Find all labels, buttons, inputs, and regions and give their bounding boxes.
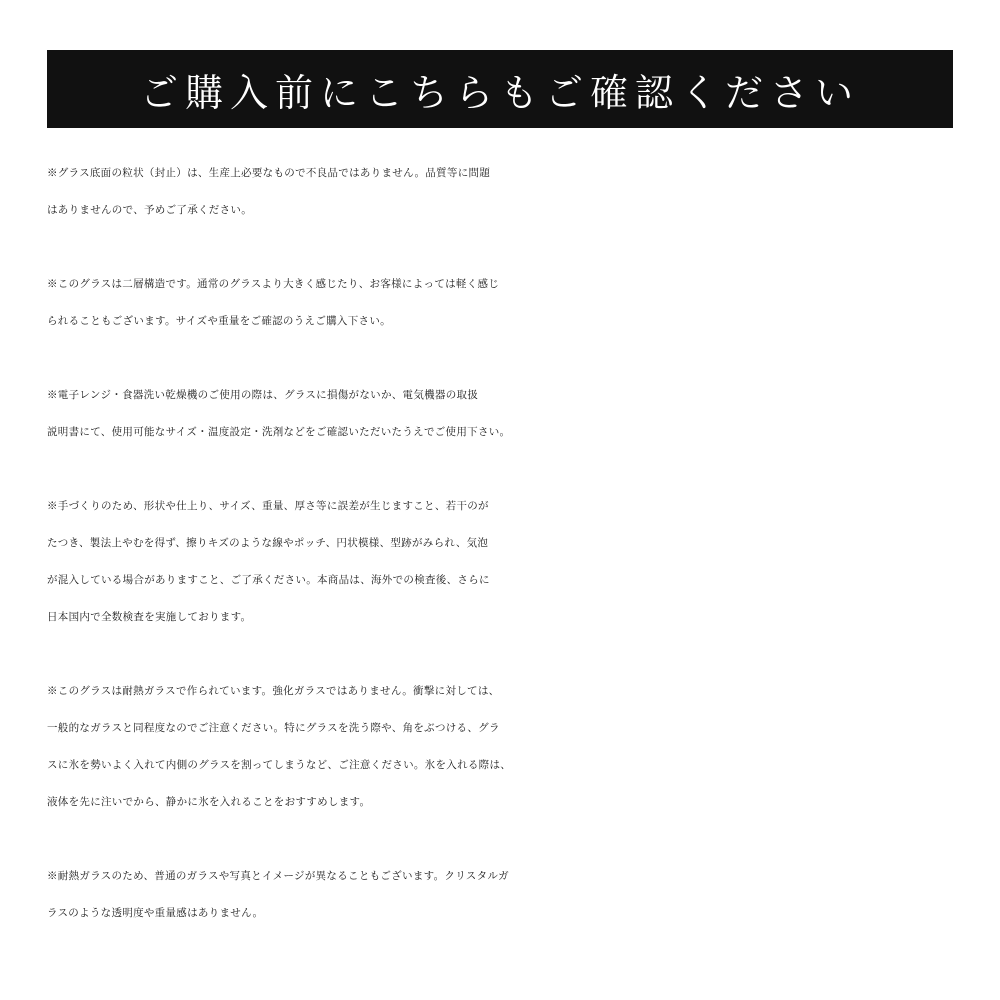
note-line: られることもございます。サイズや重量をご確認のうえご購入下さい。: [47, 315, 391, 327]
note-line: 日本国内で全数検査を実施しております。: [47, 611, 252, 623]
note-line: ※このグラスは二層構造です。通常のグラスより大きく感じたり、お客様によっては軽く感じ: [47, 278, 500, 290]
note-line: スに氷を勢いよく入れて内側のグラスを割ってしまうなど、ご注意ください。氷を入れる際は、: [47, 759, 512, 771]
note-appearance: [47, 858, 957, 932]
note-line: ※電子レンジ・食器洗い乾燥機のご使用の際は、グラスに損傷がないか、電気機器の取扱: [47, 389, 479, 401]
note-line: 一般的なガラスと同程度なのでご注意ください。特にグラスを洗う際や、角をぶつける、グラ: [47, 722, 500, 734]
note-line: 液体を先に注いでから、静かに氷を入れることをおすすめします。: [47, 796, 371, 808]
page-title: ご購入前にこちらもご確認ください: [139, 70, 860, 115]
notes-list: [47, 155, 957, 969]
note-double-wall: [47, 266, 957, 340]
note-line: ※このグラスは耐熱ガラスで作られています。強化ガラスではありません。衝撃に対しては、: [47, 685, 500, 697]
note-handmade: [47, 488, 957, 636]
header-banner: [47, 50, 953, 128]
note-line: たつき、製法上やむを得ず、擦りキズのような線やポッチ、円状模様、型跡がみられ、気泡: [47, 537, 489, 549]
note-line: ※耐熱ガラスのため、普通のガラスや写真とイメージが異なることもございます。クリスタルガ: [47, 870, 509, 882]
note-sealing: [47, 155, 957, 229]
note-line: ※手づくりのため、形状や仕上り、サイズ、重量、厚さ等に誤差が生じますこと、若干のが: [47, 500, 489, 512]
note-line: はありませんので、予めご了承ください。: [47, 204, 252, 216]
note-line: が混入している場合がありますこと、ご了承ください。本商品は、海外での検査後、さらに: [47, 574, 490, 586]
note-heat-resistant: [47, 673, 957, 821]
note-line: ※グラス底面の粒状（封止）は、生産上必要なもので不良品ではありません。品質等に問題: [47, 167, 491, 179]
note-microwave-dishwasher: [47, 377, 957, 451]
note-line: 説明書にて、使用可能なサイズ・温度設定・洗剤などをご確認いただいたうえでご使用下さい。: [47, 426, 511, 438]
note-line: ラスのような透明度や重量感はありません。: [47, 907, 264, 919]
